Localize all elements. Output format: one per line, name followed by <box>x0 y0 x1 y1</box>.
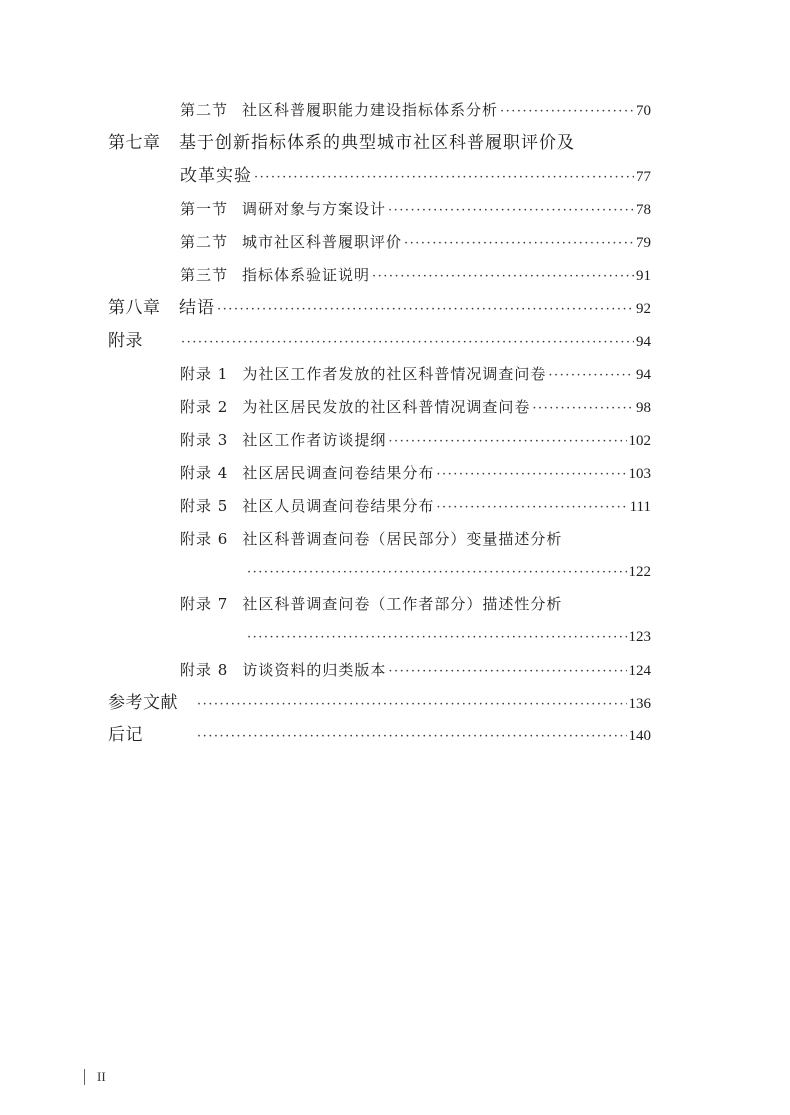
toc-entry-label: 附录 5 <box>180 497 229 515</box>
toc-entry-title: 为社区居民发放的社区科普情况调查问卷 <box>242 398 531 416</box>
toc-entry-appendix-6-continued[interactable] <box>245 559 651 585</box>
toc-entry-appendix-2[interactable] <box>180 394 651 420</box>
toc-entry-label: 附录 3 <box>180 431 229 449</box>
toc-entry-page: 79 <box>636 235 651 251</box>
toc-leader-dots <box>247 625 627 651</box>
toc-leader-dots <box>436 495 627 521</box>
toc-entry-page: 140 <box>628 728 651 744</box>
toc-entry-label: 附录 2 <box>180 398 229 416</box>
toc-entry-references[interactable] <box>108 690 651 716</box>
toc-entry-appendix-7-continued[interactable] <box>245 624 651 650</box>
toc-entry-page: 94 <box>636 367 651 383</box>
toc-entry-title: 指标体系验证说明 <box>242 266 371 284</box>
toc-leader-dots <box>388 429 626 455</box>
toc-entry-title: 社区居民调查问卷结果分布 <box>242 464 435 482</box>
toc-entry-label: 后记 <box>108 725 143 745</box>
toc-entry-page: 94 <box>636 334 651 350</box>
toc-leader-dots <box>404 231 634 257</box>
toc-entry-title: 为社区工作者发放的社区科普情况调查问卷 <box>242 365 547 383</box>
toc-entry-page: 103 <box>628 466 651 482</box>
toc-entry-page: 92 <box>636 301 651 317</box>
toc-entry-label: 第二节 <box>180 101 229 119</box>
toc-leader-dots <box>197 724 627 750</box>
toc-entry-label: 第一节 <box>180 200 229 218</box>
toc-entry-label: 附录 <box>108 331 143 351</box>
toc-entry-label: 附录 4 <box>180 464 229 482</box>
toc-entry-page: 124 <box>628 663 651 679</box>
toc-entry-title: 社区人员调查问卷结果分布 <box>242 497 435 515</box>
toc-entry-page: 70 <box>636 103 651 119</box>
toc-entry-page: 78 <box>636 202 651 218</box>
toc-entry-title: 结语 <box>179 298 215 318</box>
toc-entry-title: 社区科普调查问卷（居民部分）变量描述分析 <box>242 530 563 548</box>
toc-entry-section-6-2[interactable] <box>180 97 651 123</box>
toc-entry-label: 附录 7 <box>180 595 229 613</box>
toc-leader-dots <box>436 462 626 488</box>
toc-entry-label: 附录 8 <box>180 661 229 679</box>
toc-leader-dots <box>372 264 634 290</box>
toc-entry-title-continued: 改革实验 <box>180 166 252 186</box>
toc-leader-dots <box>181 330 634 356</box>
footer-rule <box>84 1069 85 1085</box>
toc-leader-dots <box>254 165 634 191</box>
toc-entry-postscript[interactable] <box>108 722 651 748</box>
toc-entry-page: 102 <box>628 433 651 449</box>
toc-entry-label: 第二节 <box>180 233 229 251</box>
toc-entry-page: 136 <box>628 696 651 712</box>
toc-entry-title: 访谈资料的归类版本 <box>242 661 387 679</box>
toc-entry-chapter-8[interactable] <box>108 295 651 321</box>
toc-entry-title: 社区科普调查问卷（工作者部分）描述性分析 <box>242 595 563 613</box>
toc-entry-appendix-7[interactable] <box>180 591 651 617</box>
toc-entry-section-7-2[interactable] <box>180 229 651 255</box>
toc-entry-title: 调研对象与方案设计 <box>242 200 387 218</box>
toc-leader-dots <box>388 198 634 224</box>
toc-entry-appendix-8[interactable] <box>180 657 651 683</box>
toc-entry-title: 基于创新指标体系的典型城市社区科普履职评价及 <box>179 133 575 153</box>
toc-entry-label: 附录 1 <box>180 365 229 383</box>
toc-entry-chapter-7-continued[interactable] <box>180 163 651 189</box>
toc-leader-dots <box>197 692 627 718</box>
toc-entry-label: 附录 6 <box>180 530 229 548</box>
toc-entry-section-7-3[interactable] <box>180 262 651 288</box>
toc-leader-dots <box>217 297 634 323</box>
toc-leader-dots <box>388 659 626 685</box>
toc-entry-page: 91 <box>636 268 651 284</box>
toc-leader-dots <box>532 396 634 422</box>
toc-entry-title: 社区工作者访谈提纲 <box>242 431 387 449</box>
page-number: II <box>97 1069 106 1084</box>
toc-entry-label: 第三节 <box>180 266 229 284</box>
toc-entry-section-7-1[interactable] <box>180 196 651 222</box>
toc-entry-chapter-7[interactable] <box>108 130 651 156</box>
toc-entry-title: 社区科普履职能力建设指标体系分析 <box>242 101 499 119</box>
toc-entry-label: 参考文献 <box>108 693 178 713</box>
toc-entry-appendix-1[interactable] <box>180 361 651 387</box>
toc-entry-appendix-6[interactable] <box>180 526 651 552</box>
toc-entry-page: 111 <box>629 499 651 515</box>
toc-entry-page: 77 <box>636 169 651 185</box>
toc-entry-page: 123 <box>628 629 651 645</box>
toc-entry-appendix-5[interactable] <box>180 493 651 519</box>
toc-leader-dots <box>247 560 627 586</box>
toc-entry-appendix[interactable] <box>108 328 651 354</box>
toc-entry-label: 第七章 <box>108 133 161 153</box>
toc-entry-label: 第八章 <box>108 298 161 318</box>
page-footer <box>84 1068 106 1086</box>
toc-leader-dots <box>500 99 634 125</box>
toc-entry-appendix-3[interactable] <box>180 427 651 453</box>
toc-entry-appendix-4[interactable] <box>180 460 651 486</box>
toc-entry-page: 122 <box>628 564 651 580</box>
toc-leader-dots <box>548 363 634 389</box>
toc-entry-page: 98 <box>636 400 651 416</box>
toc-entry-title: 城市社区科普履职评价 <box>242 233 403 251</box>
